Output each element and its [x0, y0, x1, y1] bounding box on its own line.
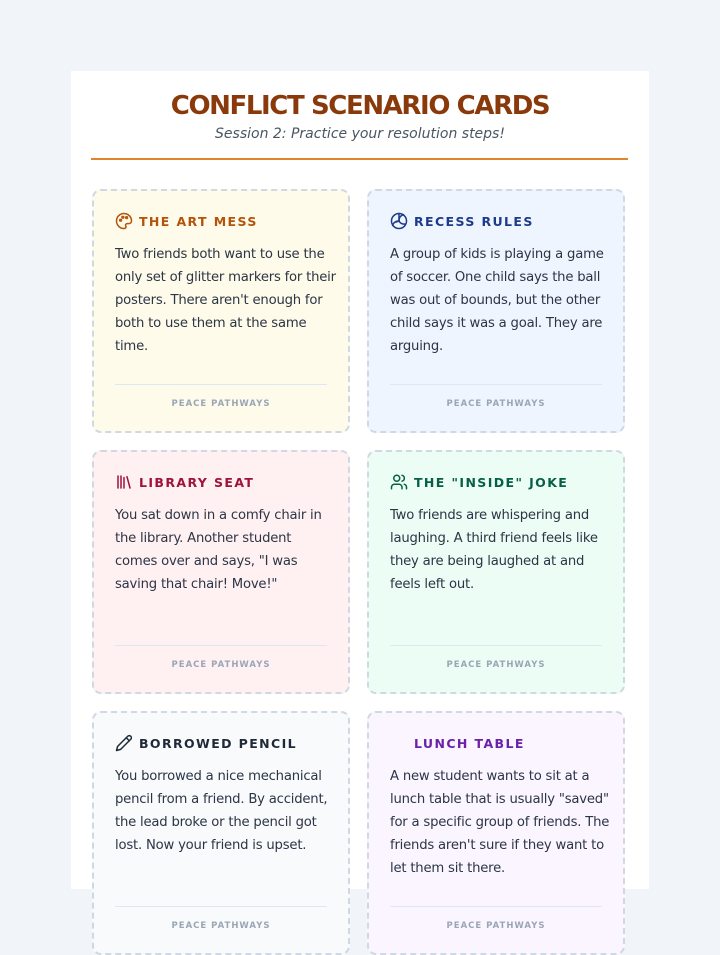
card-footer: PEACE PATHWAYS: [115, 384, 327, 409]
card-title: THE "INSIDE" JOKE: [414, 474, 569, 490]
card-description: You borrowed a nice mechanical pencil from a friend. By accident, the lead broke or the pencil got lost. Now your friend is upset.: [115, 769, 328, 853]
card-header: [390, 733, 613, 753]
card-header: [115, 472, 338, 492]
users-icon: [390, 473, 408, 491]
card-footer: PEACE PATHWAYS: [115, 645, 327, 670]
card-footer: PEACE PATHWAYS: [390, 645, 602, 670]
card-description: A new student wants to sit at a lunch table that is usually "saved" for a specific group of friends. The friends aren't sure if they want to let them sit there.: [390, 769, 610, 876]
card-description: Two friends are whispering and laughing. A third friend feels like they are being laughed at and feels left out.: [390, 508, 598, 592]
scenario-card-library-seat: [92, 450, 350, 694]
scenario-card-lunch-table: [367, 711, 625, 955]
palette-icon: [115, 212, 133, 230]
scenario-card-art-mess: [92, 189, 350, 433]
card-title: RECESS RULES: [414, 213, 534, 229]
card-header: [390, 211, 613, 231]
card-footer: PEACE PATHWAYS: [390, 906, 602, 931]
scenario-card-inside-joke: [367, 450, 625, 694]
card-title: THE ART MESS: [139, 213, 258, 229]
blank-icon: [390, 734, 408, 752]
worksheet-page: [71, 71, 649, 931]
volleyball-icon: [390, 212, 408, 230]
card-description: You sat down in a comfy chair in the library. Another student comes over and says, "I was saving that chair! Move!": [115, 508, 322, 592]
card-title: LUNCH TABLE: [414, 735, 525, 751]
card-footer: PEACE PATHWAYS: [115, 906, 327, 931]
scenario-card-borrowed-pencil: [92, 711, 350, 955]
card-title: LIBRARY SEAT: [139, 474, 255, 490]
page-title: CONFLICT SCENARIO CARDS: [170, 91, 550, 121]
card-footer: PEACE PATHWAYS: [390, 384, 602, 409]
scenario-card-recess-rules: [367, 189, 625, 433]
card-title: BORROWED PENCIL: [139, 735, 298, 751]
card-header: [115, 211, 338, 231]
card-description: Two friends both want to use the only set of glitter markers for their posters. There aren't enough for both to use them at the same time.: [115, 247, 336, 354]
header-divider: [91, 158, 628, 160]
card-header: [390, 472, 613, 492]
page-subtitle: Session 2: Practice your resolution steps!: [215, 126, 505, 142]
books-icon: [115, 473, 133, 491]
card-description: A group of kids is playing a game of soccer. One child says the ball was out of bounds, but the other child says it was a goal. They are arguing.: [390, 247, 604, 354]
card-header: [115, 733, 338, 753]
pencil-icon: [115, 734, 133, 752]
